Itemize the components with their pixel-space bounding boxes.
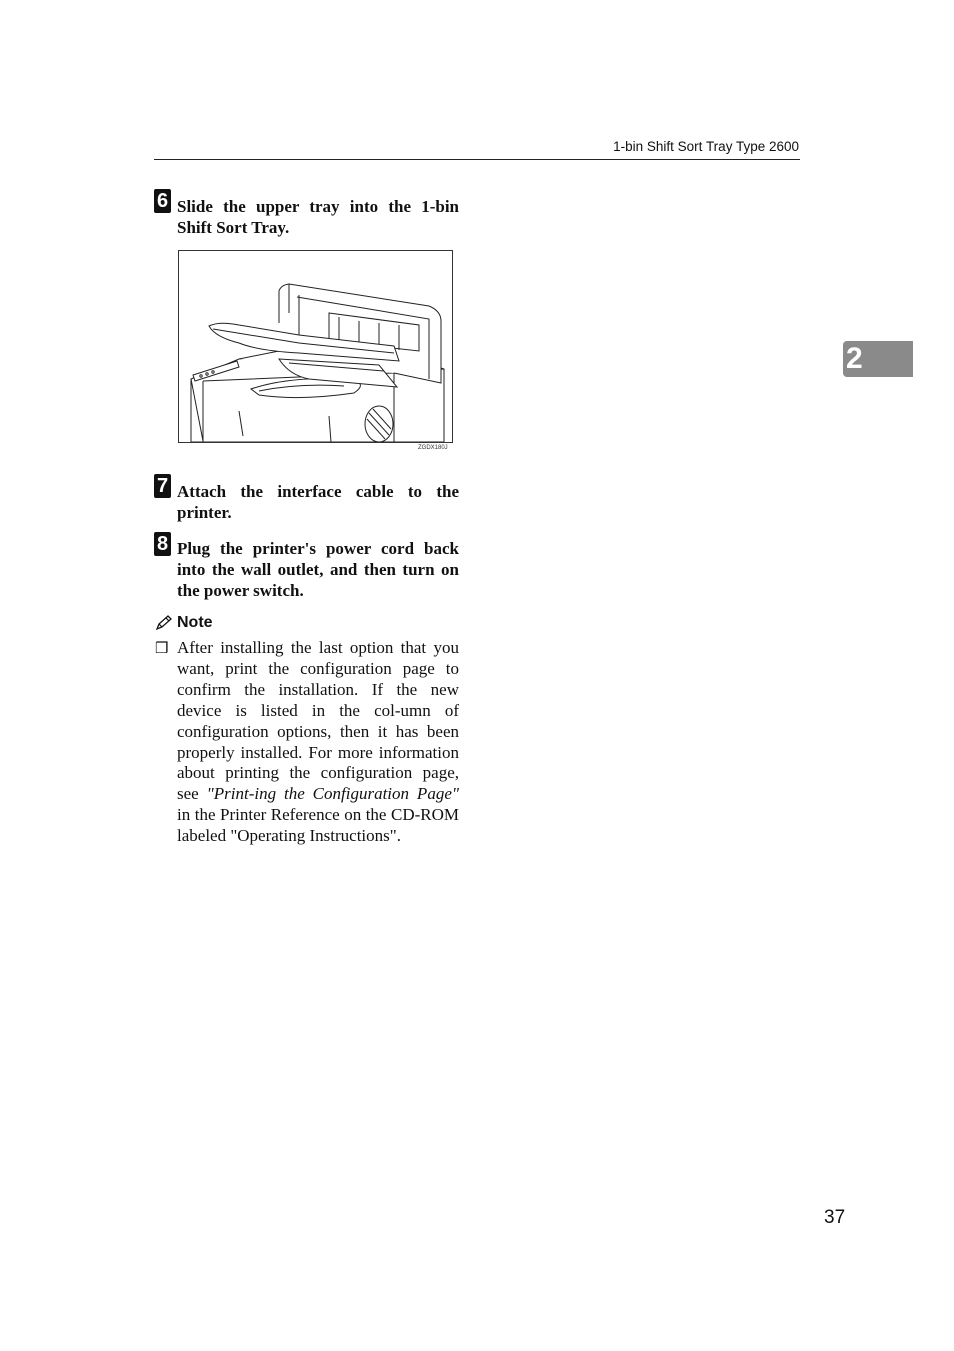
note-label: Note [177,614,213,631]
header-rule [154,159,800,160]
pencil-icon [155,615,173,631]
step-number-8: 8 [154,532,171,556]
step-8-text: Plug the printer's power cord back into the wall outlet, and then turn on the power switch. [177,539,459,600]
note-bullet: ❒ [155,641,169,657]
note-text [177,638,459,847]
step-number-7: 7 [154,474,171,498]
chapter-tab: 2 [843,341,913,377]
note-text-after: in the Printer Reference on the CD-ROM labeled "Operating Instructions". [177,805,459,846]
figure-code: ZGDX180J [418,445,448,451]
step-7-text: Attach the interface cable to the printer. [177,482,459,522]
printer-with-shift-sort-tray-illustration-icon [179,251,452,442]
running-header: 1-bin Shift Sort Tray Type 2600 [613,139,799,154]
step-6-text: Slide the upper tray into the 1-bin Shift Sort Tray. [177,197,459,237]
page-number: 37 [824,1207,846,1228]
printer-illustration [178,250,453,443]
note-reference: "Print-ing the Configuration Page" [206,784,459,804]
step-number-6: 6 [154,189,171,213]
note-heading [155,614,213,632]
note-text-before: After installing the last option that you want, print the configuration page to confirm the installation. If the new device is listed in the col-umn of configuration options, then it has been properly installed. For more information about printing the configuration page, see [177,638,459,804]
